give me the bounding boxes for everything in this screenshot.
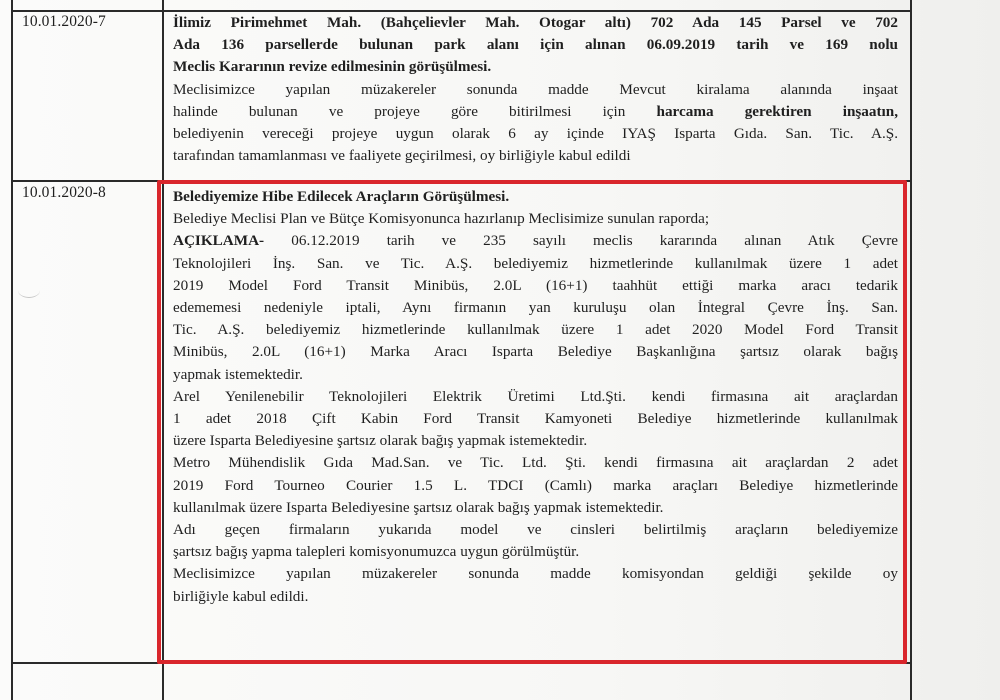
row-body-line: Metro Mühendislik Gıda Mad.San. ve Tic. Ltd. Şti. kendi firmasına ait araçlardan 2 adet — [173, 454, 898, 472]
row-body-line: kullanılmak üzere Isparta Belediyesine şartsız olarak bağış yapmak istemektedir. — [173, 498, 664, 516]
paper-mark — [18, 283, 40, 298]
row-body-emphasis: harcama gerektiren inşaatın, — [656, 102, 899, 120]
row-body-line: belediyenin vereceği projeye uygun olarak 6 ay içinde IYAŞ Isparta Gıda. San. Tic. A.Ş. — [173, 125, 898, 143]
row-body-line: tarafından tamamlanması ve faaliyete geçirilmesi, oy birliğiyle kabul edildi — [173, 147, 631, 165]
row-body-line: edememesi nedeniyle iptali, Aynı firmanın yan kuruluşu olan İntegral Çevre İnş. San. — [173, 299, 898, 317]
row-content-clip — [173, 12, 903, 182]
row-body-line: birliğiyle kabul edildi. — [173, 587, 309, 605]
row-title-line: Meclis Kararının revize edilmesinin görüşülmesi. — [173, 58, 492, 76]
row-body-segment: halinde bulunan ve projeye göre bitirilmesi için — [173, 102, 626, 120]
row-body-line: üzere Isparta Belediyesine şartsız olarak bağış yapmak istemektedir. — [173, 432, 588, 450]
row-body-line: 2019 Model Ford Transit Minibüs, 2.0L (16+1) taahhüt ettiği marka aracı tedarik — [173, 276, 898, 294]
row-body-line: Meclisimizce yapılan müzakereler sonunda madde Mevcut kiralama alanında inşaat — [173, 80, 898, 98]
row-body-line: Minibüs, 2.0L (16+1) Marka Aracı Isparta Belediye Başkanlığına şartsız olarak bağış — [173, 343, 898, 361]
row-title-line: Ada 136 parsellerde bulunan park alanı için alınan 06.09.2019 tarih ve 169 nolu — [173, 36, 898, 54]
row-body-line: Adı geçen firmaların yukarıda model ve cinsleri belirtilmiş araçların belediyemize — [173, 521, 898, 539]
table-right-border — [910, 0, 912, 700]
row-intro: Belediye Meclisi Plan ve Bütçe Komisyonunca hazırlanıp Meclisimize sunulan raporda; — [173, 210, 710, 228]
row-body-segment: 06.12.2019 tarih ve 235 sayılı meclis kararında alınan Atık Çevre — [291, 232, 899, 250]
row-body-line — [173, 101, 898, 123]
row-body-line: Tic. A.Ş. belediyemiz hizmetlerinde kullanılmak üzere 1 adet 2020 Model Ford Transit — [173, 321, 898, 339]
highlight-box — [157, 180, 907, 664]
row-date: 10.01.2020-8 — [22, 184, 106, 201]
row-body-line: 2019 Ford Tourneo Courier 1.5 L. TDCI (Camlı) marka araçları Belediye hizmetlerinde — [173, 476, 898, 494]
row-date: 10.01.2020-7 — [22, 13, 106, 30]
row-body-line: Meclisimizce yapılan müzakereler sonunda madde komisyondan geldiği şekilde oy — [173, 565, 898, 583]
row-title: Belediyemize Hibe Edilecek Araçların Görüşülmesi. — [173, 188, 510, 205]
row-body-line: şartsız bağış yapma talepleri komisyonumuzca uygun görülmüştür. — [173, 543, 580, 561]
aciklama-label: AÇIKLAMA- — [173, 232, 265, 250]
row-body-line: Arel Yenilenebilir Teknolojileri Elektrik Üretimi Ltd.Şti. kendi firmasına ait araçlardan — [173, 387, 898, 405]
row-body-line: Teknolojileri İnş. San. ve Tic. A.Ş. belediyemiz hizmetlerinde kullanılmak üzere 1 adet — [173, 254, 898, 272]
table-left-border — [11, 0, 13, 700]
row-title-line: İlimiz Pirimehmet Mah. (Bahçelievler Mah. Otogar altı) 702 Ada 145 Parsel ve 702 — [173, 14, 898, 31]
row-body-line: 1 adet 2018 Çift Kabin Ford Transit Kamyoneti Belediye hizmetlerinde kullanılmak — [173, 410, 898, 428]
row-body-line: yapmak istemektedir. — [173, 365, 303, 383]
row-content — [173, 12, 898, 167]
